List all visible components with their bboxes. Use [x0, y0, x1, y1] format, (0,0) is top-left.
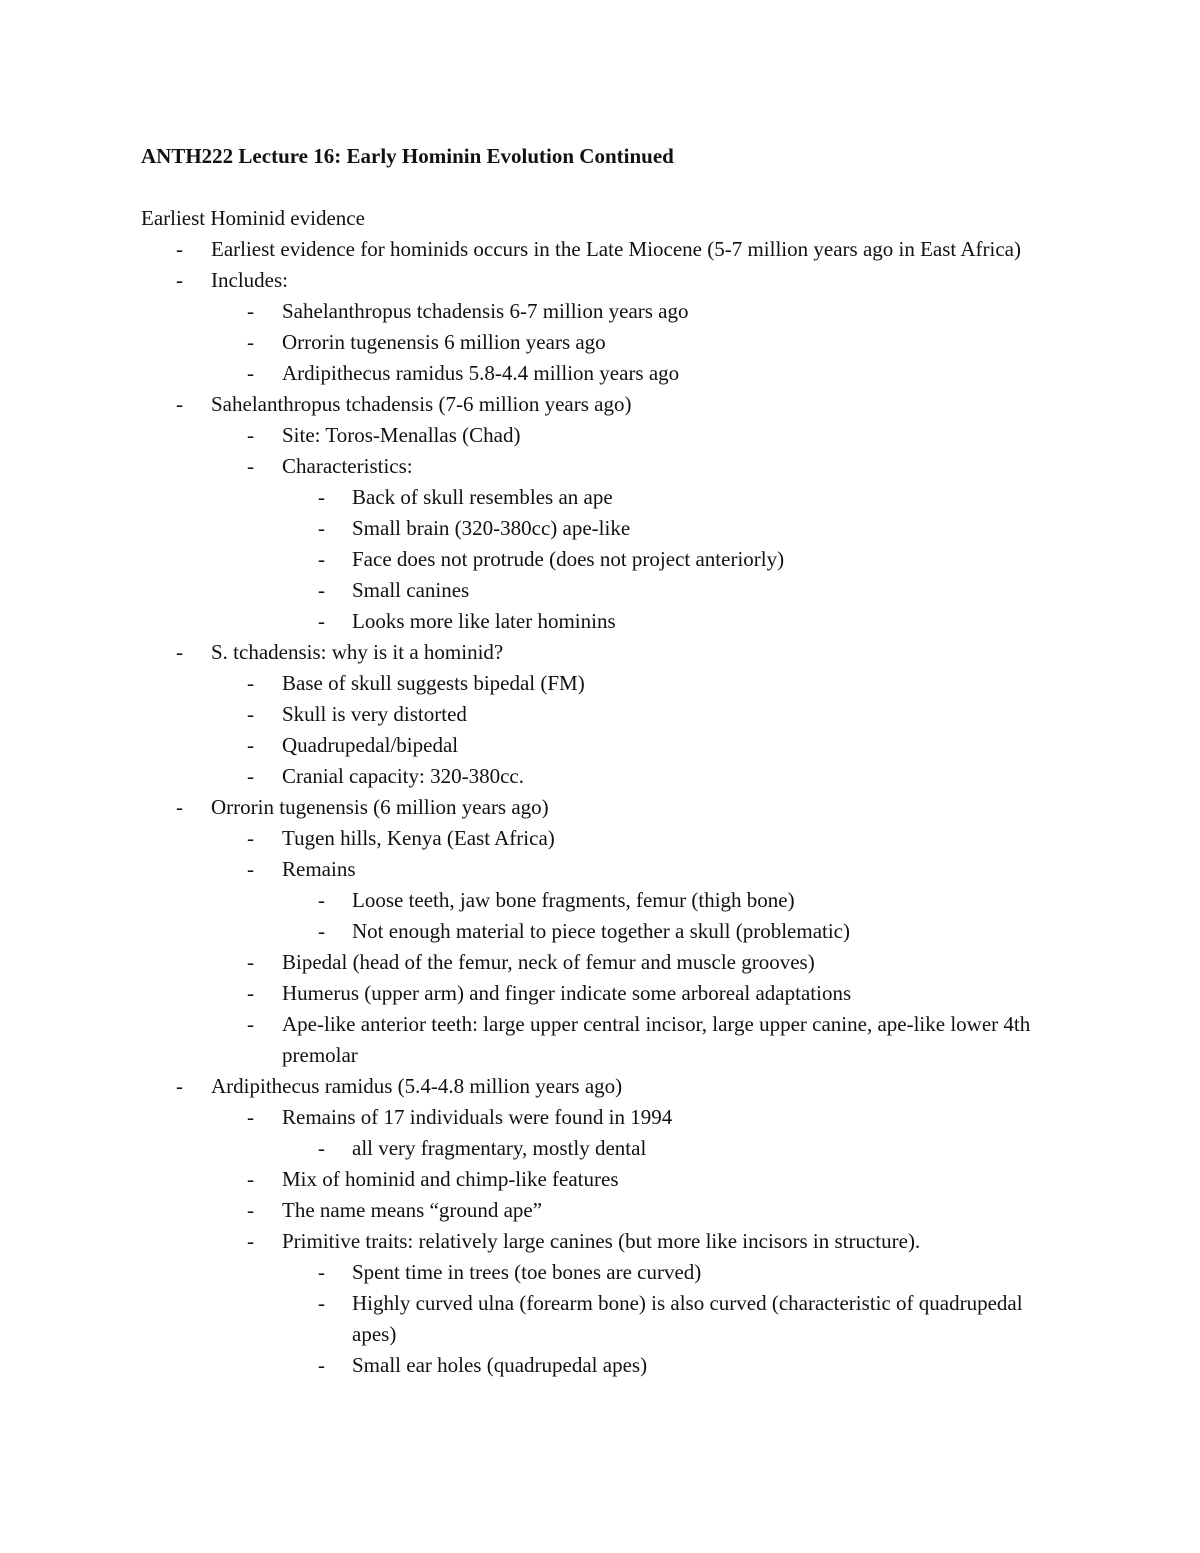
list-item — [0, 389, 1200, 420]
section-heading: Earliest Hominid evidence — [141, 206, 365, 230]
bullet-dash: - — [247, 330, 254, 354]
list-item-text: Base of skull suggests bipedal (FM) — [282, 671, 585, 695]
list-item-text: Ape-like anterior teeth: large upper central incisor, large upper canine, ape-like lower 4th premolar — [282, 1012, 1031, 1067]
bullet-dash: - — [247, 702, 254, 726]
list-item-text: Cranial capacity: 320-380cc. — [282, 764, 524, 788]
bullet-dash: - — [318, 609, 325, 633]
list-item-text: Ardipithecus ramidus (5.4-4.8 million years ago) — [211, 1074, 623, 1098]
list-item — [0, 916, 1200, 947]
bullet-dash: - — [176, 795, 183, 819]
list-item — [0, 947, 1200, 978]
list-item — [0, 978, 1200, 1009]
bullet-dash: - — [247, 1167, 254, 1191]
list-item-text: Highly curved ulna (forearm bone) is also curved (characteristic of quadrupedal apes) — [352, 1291, 1023, 1346]
bullet-dash: - — [318, 578, 325, 602]
bullet-list — [0, 234, 1200, 1381]
list-item-text: Orrorin tugenensis 6 million years ago — [282, 330, 606, 354]
bullet-dash: - — [247, 299, 254, 323]
bullet-dash: - — [176, 237, 183, 261]
bullet-dash: - — [247, 361, 254, 385]
list-item-text: Looks more like later hominins — [352, 609, 616, 633]
list-item-text: Bipedal (head of the femur, neck of femur and muscle grooves) — [282, 950, 815, 974]
bullet-dash: - — [318, 516, 325, 540]
bullet-dash: - — [318, 1291, 325, 1315]
list-item-text: Includes: — [211, 268, 288, 292]
list-item-text: Face does not protrude (does not project anteriorly) — [352, 547, 785, 571]
list-item-text: Small canines — [352, 578, 470, 602]
list-item-text: Tugen hills, Kenya (East Africa) — [282, 826, 555, 850]
list-item — [0, 1195, 1200, 1226]
list-item — [0, 668, 1200, 699]
list-item-text: Humerus (upper arm) and finger indicate some arboreal adaptations — [282, 981, 852, 1005]
bullet-dash: - — [247, 764, 254, 788]
bullet-dash: - — [176, 268, 183, 292]
bullet-dash: - — [318, 919, 325, 943]
list-item-text: Orrorin tugenensis (6 million years ago) — [211, 795, 549, 819]
bullet-dash: - — [247, 826, 254, 850]
bullet-dash: - — [176, 640, 183, 664]
bullet-dash: - — [318, 1353, 325, 1377]
list-item — [0, 1257, 1200, 1288]
list-item-text: Primitive traits: relatively large canines (but more like incisors in structure). — [282, 1229, 921, 1253]
bullet-dash: - — [247, 423, 254, 447]
bullet-dash: - — [247, 671, 254, 695]
list-item — [0, 1102, 1200, 1133]
list-item — [0, 234, 1200, 265]
list-item — [0, 265, 1200, 296]
list-item — [0, 1071, 1200, 1102]
list-item — [0, 1350, 1200, 1381]
bullet-dash: - — [247, 1229, 254, 1253]
list-item-text: Mix of hominid and chimp-like features — [282, 1167, 619, 1191]
list-item — [0, 823, 1200, 854]
list-item — [0, 482, 1200, 513]
list-item — [0, 420, 1200, 451]
bullet-dash: - — [247, 733, 254, 757]
list-item — [0, 1288, 1200, 1350]
list-item — [0, 761, 1200, 792]
list-item — [0, 699, 1200, 730]
list-item-text: Characteristics: — [282, 454, 413, 478]
list-item — [0, 296, 1200, 327]
list-item — [0, 1226, 1200, 1257]
list-item-text: Earliest evidence for hominids occurs in the Late Miocene (5-7 million years ago in East Africa) — [211, 237, 1021, 261]
list-item-text: Quadrupedal/bipedal — [282, 733, 459, 757]
list-item-text: Site: Toros-Menallas (Chad) — [282, 423, 521, 447]
bullet-dash: - — [247, 981, 254, 1005]
list-item-text: S. tchadensis: why is it a hominid? — [211, 640, 504, 664]
list-item-text: Ardipithecus ramidus 5.8-4.4 million years ago — [282, 361, 680, 385]
bullet-dash: - — [247, 1198, 254, 1222]
list-item — [0, 885, 1200, 916]
bullet-dash: - — [247, 1105, 254, 1129]
list-item-text: Not enough material to piece together a skull (problematic) — [352, 919, 850, 943]
bullet-dash: - — [176, 1074, 183, 1098]
list-item-text: Small brain (320-380cc) ape-like — [352, 516, 631, 540]
list-item-text: The name means “ground ape” — [282, 1198, 543, 1222]
list-item — [0, 606, 1200, 637]
list-item — [0, 730, 1200, 761]
page-title: ANTH222 Lecture 16: Early Hominin Evolution Continued — [141, 144, 674, 168]
list-item-text: Sahelanthropus tchadensis (7-6 million years ago) — [211, 392, 632, 416]
bullet-dash: - — [318, 547, 325, 571]
list-item — [0, 513, 1200, 544]
list-item — [0, 575, 1200, 606]
list-item-text: Spent time in trees (toe bones are curved) — [352, 1260, 702, 1284]
list-item-text: Skull is very distorted — [282, 702, 467, 726]
list-item-text: Loose teeth, jaw bone fragments, femur (thigh bone) — [352, 888, 795, 912]
list-item-text: Small ear holes (quadrupedal apes) — [352, 1353, 648, 1377]
bullet-dash: - — [247, 1012, 254, 1036]
bullet-dash: - — [318, 1260, 325, 1284]
list-item — [0, 1164, 1200, 1195]
list-item-text: Back of skull resembles an ape — [352, 485, 613, 509]
bullet-dash: - — [318, 888, 325, 912]
list-item-text: all very fragmentary, mostly dental — [352, 1136, 647, 1160]
bullet-dash: - — [176, 392, 183, 416]
list-item — [0, 1009, 1200, 1071]
list-item — [0, 544, 1200, 575]
list-item — [0, 1133, 1200, 1164]
list-item — [0, 451, 1200, 482]
list-item — [0, 637, 1200, 668]
bullet-dash: - — [318, 485, 325, 509]
list-item — [0, 854, 1200, 885]
bullet-dash: - — [247, 857, 254, 881]
list-item — [0, 358, 1200, 389]
list-item-text: Remains of 17 individuals were found in 1994 — [282, 1105, 673, 1129]
list-item — [0, 792, 1200, 823]
bullet-dash: - — [247, 454, 254, 478]
list-item-text: Sahelanthropus tchadensis 6-7 million years ago — [282, 299, 689, 323]
list-item — [0, 327, 1200, 358]
bullet-dash: - — [318, 1136, 325, 1160]
bullet-dash: - — [247, 950, 254, 974]
list-item-text: Remains — [282, 857, 356, 881]
